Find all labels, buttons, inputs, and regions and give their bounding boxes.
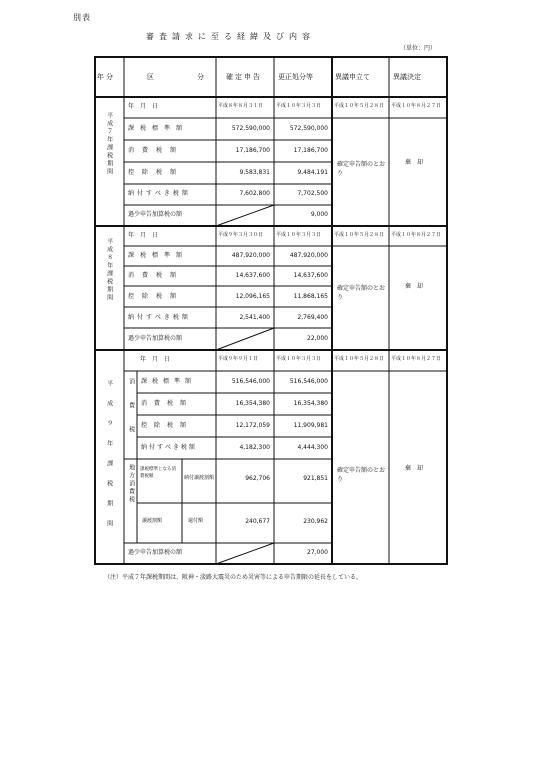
row-label: 課税標準額: [128, 125, 189, 132]
correction-value: 7,702,500: [297, 190, 328, 197]
row-label: 年 月 日: [128, 232, 159, 239]
row-sublabel: 還付額: [188, 518, 204, 524]
request-note: 確定申告額のとおり: [337, 161, 386, 177]
row-label: 納付すべき税額: [128, 190, 191, 197]
final-value: 487,920,000: [231, 252, 270, 259]
correction-value: 4,444,300: [297, 444, 328, 451]
decision-note: 棄 却: [405, 465, 424, 472]
header-correction: 更正処分等: [278, 73, 313, 81]
correction-value: 22,000: [307, 335, 328, 342]
row-label: 消費税額: [128, 272, 185, 279]
decision-date: 平成１０年８月２７日: [391, 232, 442, 238]
correction-value: 17,186,700: [293, 147, 328, 154]
final-value: 9,583,831: [239, 169, 270, 176]
row-label: 年 月 日: [140, 356, 171, 363]
row-label: 納付すべき税額: [128, 314, 191, 321]
correction-value: 572,590,000: [289, 125, 328, 132]
row-sublabel: 納付譲渡割額: [184, 475, 215, 481]
request-note: 確定申告額のとおり: [337, 467, 386, 483]
final-value: 12,172,059: [235, 422, 270, 429]
correction-value: 487,920,000: [289, 252, 328, 259]
row-label: 譲渡割額: [142, 518, 163, 524]
correction-date: 平成１０年３月３日: [276, 232, 322, 238]
row-label: 課税標準額: [141, 378, 197, 385]
row-label: 課税標準額: [128, 252, 189, 259]
correction-date: 平成１０年３月３日: [276, 103, 322, 109]
row-label: 控除税額: [128, 169, 185, 176]
final-value: 572,590,000: [231, 125, 270, 132]
document-title: 審査請求に至る経緯及び内容: [146, 32, 315, 41]
final-return-date: 平成９年３月３０日: [218, 232, 264, 238]
correction-value: 11,868,165: [293, 293, 328, 300]
final-value: 516,546,000: [231, 378, 270, 385]
row-label: 過少申告加算税の額: [128, 211, 183, 218]
attachment-tag: 別表: [73, 13, 91, 22]
footnote: （注）平成７年課税期間は、阪神・淡路大震災のため災害等による申告期限の延長をしている。: [104, 574, 363, 581]
period-1-label: 平成７年課税期間: [105, 112, 113, 176]
final-value: 240,677: [245, 518, 270, 525]
row-label: 消費税額: [128, 147, 185, 154]
row-label: 納付すべき税額: [141, 444, 197, 451]
row-label: 年 月 日: [128, 103, 159, 110]
group-consumption-tax: 消費税: [127, 378, 135, 450]
correction-value: 11,909,981: [293, 422, 328, 429]
request-date: 平成１０年５月２８日: [334, 232, 385, 238]
decision-date: 平成１０年８月２７日: [391, 356, 442, 362]
final-value: 962,706: [245, 475, 270, 482]
correction-value: 14,637,600: [293, 272, 328, 279]
final-value: 4,182,300: [239, 444, 270, 451]
final-value: 14,637,600: [235, 272, 270, 279]
final-value: 2,541,400: [239, 314, 270, 321]
correction-value: 27,000: [307, 549, 328, 556]
final-value: 16,354,380: [235, 400, 270, 407]
row-label: 消費税額: [141, 400, 194, 407]
row-label: 控除税額: [128, 293, 185, 300]
header-request: 異議申立て: [335, 73, 370, 81]
decision-note: 棄 却: [405, 159, 424, 166]
final-value: 17,186,700: [235, 147, 270, 154]
decision-note: 棄 却: [405, 283, 424, 290]
correction-value: 9,484,191: [297, 169, 328, 176]
header-decision: 異議決定: [393, 73, 421, 81]
final-return-date: 平成８年８月３１日: [218, 103, 264, 109]
request-date: 平成１０年５月２８日: [334, 356, 385, 362]
final-value: 12,096,165: [235, 293, 270, 300]
header-category: 区 分: [147, 73, 222, 81]
period-2-label: 平成８年課税期間: [105, 238, 113, 302]
final-return-date: 平成９年９月１日: [218, 356, 259, 362]
header-final-return: 確定申告: [226, 73, 262, 81]
header-period: 年分: [97, 73, 115, 81]
row-label: 過少申告加算税の額: [128, 335, 183, 342]
correction-value: 921,851: [303, 475, 328, 482]
row-label: 課税標準となる消費税額: [140, 467, 176, 480]
correction-value: 16,354,380: [293, 400, 328, 407]
group-local-consumption-tax: 地方消費税: [127, 464, 135, 504]
period-3-label: 平成９年課税期間: [105, 380, 113, 540]
correction-date: 平成１０年３月３日: [276, 356, 322, 362]
row-label: 過少申告加算税の額: [128, 549, 183, 556]
row-label: 控除税額: [141, 422, 194, 429]
final-value: 7,602,800: [239, 190, 270, 197]
request-note: 確定申告額のとおり: [337, 285, 386, 301]
decision-date: 平成１０年８月２７日: [391, 103, 442, 109]
correction-value: 516,546,000: [289, 378, 328, 385]
correction-value: 2,769,400: [297, 314, 328, 321]
request-date: 平成１０年５月２８日: [334, 103, 385, 109]
correction-value: 9,000: [310, 211, 328, 218]
correction-value: 230,962: [303, 518, 328, 525]
unit-label: （単位：円）: [400, 45, 437, 52]
